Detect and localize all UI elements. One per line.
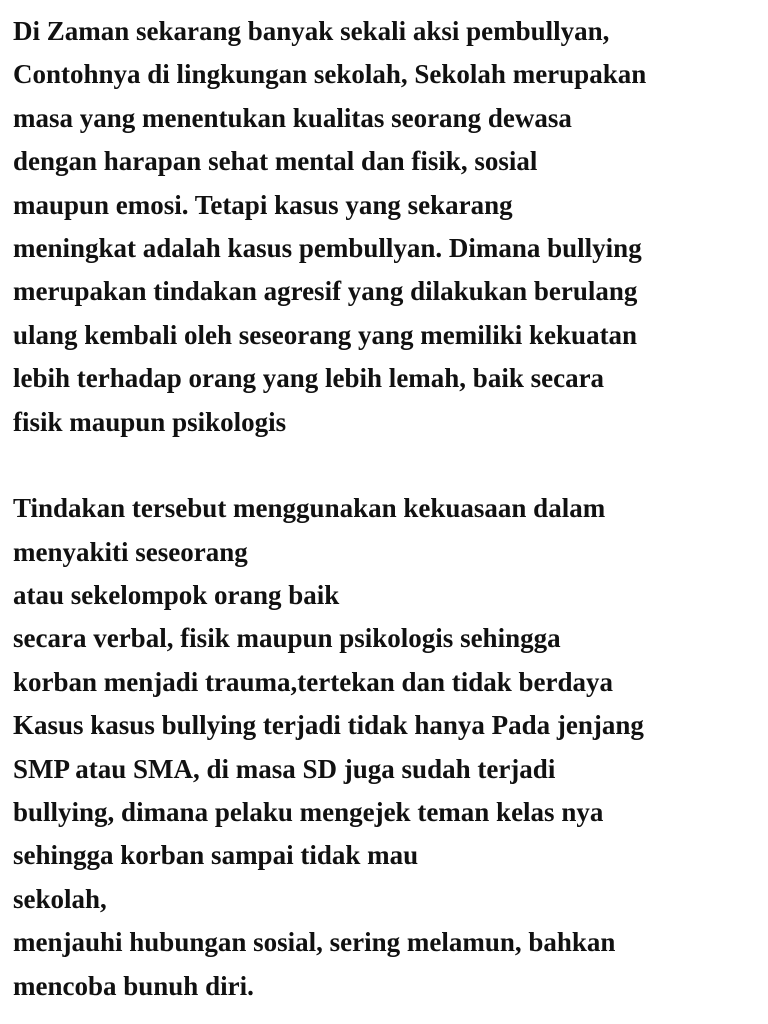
text-line: maupun emosi. Tetapi kasus yang sekarang [13,189,513,220]
text-line: lebih terhadap orang yang lebih lemah, baik secara [13,363,605,394]
document-body [13,10,761,1008]
text-line: Contohnya di lingkungan sekolah, Sekolah merupakan [13,59,647,90]
text-line: fisik maupun psikologis [13,406,287,437]
text-line: merupakan tindakan agresif yang dilakukan berulang [13,276,638,307]
text-line: masa yang menentukan kualitas seorang dewasa [13,102,572,133]
text-line: Tindakan tersebut menggunakan kekuasaan dalam [13,493,606,524]
text-line: Kasus kasus bullying terjadi tidak hanya Pada jenjang [13,710,644,741]
text-line: sehingga korban sampai tidak mau [13,840,419,871]
text-line: SMP atau SMA, di masa SD juga sudah terjadi [13,753,556,784]
paragraph-2 [13,487,761,1008]
paragraph-spacer [13,444,761,487]
text-line: ulang kembali oleh seseorang yang memiliki kekuatan [13,319,638,350]
text-line: sekolah, [13,883,107,914]
text-line: menjauhi hubungan sosial, sering melamun, bahkan [13,927,616,958]
paragraph-1 [13,10,761,444]
text-line: bullying, dimana pelaku mengejek teman kelas nya [13,797,604,828]
text-line: dengan harapan sehat mental dan fisik, sosial [13,146,538,177]
text-line: menyakiti seseorang [13,536,248,567]
text-line: secara verbal, fisik maupun psikologis sehingga [13,623,561,654]
text-line: mencoba bunuh diri. [13,970,254,1001]
text-line: atau sekelompok orang baik [13,580,340,611]
text-line: meningkat adalah kasus pembullyan. Dimana bullying [13,232,642,263]
text-line: korban menjadi trauma,tertekan dan tidak berdaya [13,666,614,697]
text-line: Di Zaman sekarang banyak sekali aksi pembullyan, [13,16,610,46]
